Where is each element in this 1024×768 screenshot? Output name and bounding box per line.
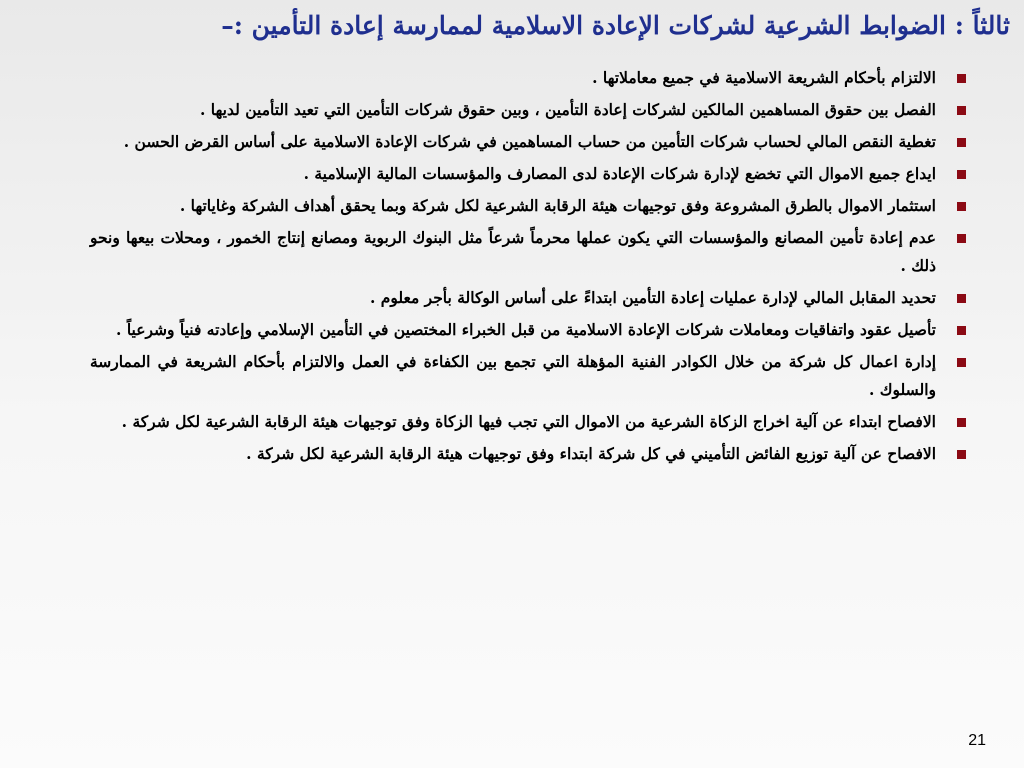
bullet-item xyxy=(90,284,936,312)
bullet-item xyxy=(90,348,936,404)
square-bullet-icon xyxy=(957,202,966,211)
bullet-list xyxy=(90,64,936,472)
slide-number: 21 xyxy=(968,732,986,749)
square-bullet-icon xyxy=(957,450,966,459)
bullet-text: تحديد المقابل المالي لإدارة عمليات إعادة التأمين ابتداءً على أساس الوكالة بأجر معلوم . xyxy=(369,288,936,307)
slide-title: ثالثاً : الضوابط الشرعية لشركات الإعادة الاسلامية لممارسة إعادة التأمين :– xyxy=(221,11,1010,40)
square-bullet-icon xyxy=(957,170,966,179)
bullet-item xyxy=(90,64,936,92)
square-bullet-icon xyxy=(957,418,966,427)
bullet-text: استثمار الاموال بالطرق المشروعة وفق توجيهات هيئة الرقابة الشرعية لكل شركة وبما يحقق أهداف الشركة وغاياتها . xyxy=(179,196,936,215)
bullet-item xyxy=(90,160,936,188)
square-bullet-icon xyxy=(957,234,966,243)
bullet-item xyxy=(90,316,936,344)
bullet-text: الالتزام بأحكام الشريعة الاسلامية في جميع معاملاتها . xyxy=(592,68,936,87)
bullet-text: إدارة اعمال كل شركة من خلال الكوادر الفنية المؤهلة التي تجمع بين الكفاءة في العمل والالتزام بأحكام الشريعة في الممارسة والسلوك . xyxy=(90,352,936,399)
square-bullet-icon xyxy=(957,326,966,335)
bullet-text: تغطية النقص المالي لحساب شركات التأمين من حساب المساهمين في شركات الإعادة الاسلامية على أساس القرض الحسن . xyxy=(123,132,936,151)
bullet-text: ايداع جميع الاموال التي تخضع لإدارة شركات الإعادة لدى المصارف والمؤسسات المالية الإسلامية . xyxy=(303,164,936,183)
square-bullet-icon xyxy=(957,358,966,367)
square-bullet-icon xyxy=(957,294,966,303)
square-bullet-icon xyxy=(957,74,966,83)
bullet-text: الفصل بين حقوق المساهمين المالكين لشركات إعادة التأمين ، وبين حقوق شركات التأمين التي تعيد التأمين لديها . xyxy=(199,100,936,119)
square-bullet-icon xyxy=(957,106,966,115)
bullet-text: عدم إعادة تأمين المصانع والمؤسسات التي يكون عملها محرماً شرعاً مثل البنوك الربوية ومصانع إنتاج الخمور ، ومحلات بيعها ونحو ذلك . xyxy=(90,228,936,275)
bullet-item xyxy=(90,96,936,124)
bullet-text: الافصاح عن آلية توزيع الفائض التأميني في كل شركة ابتداء وفق توجيهات هيئة الرقابة الشرعية لكل شركة . xyxy=(246,444,936,463)
bullet-item xyxy=(90,128,936,156)
bullet-item xyxy=(90,440,936,468)
bullet-text: تأصيل عقود واتفاقيات ومعاملات شركات الإعادة الاسلامية من قبل الخبراء المختصين في التأمين الإسلامي وإعادته فنياً وشرعياً . xyxy=(116,320,936,339)
square-bullet-icon xyxy=(957,138,966,147)
bullet-item xyxy=(90,408,936,436)
bullet-item xyxy=(90,192,936,220)
bullet-text: الافصاح ابتداء عن آلية اخراج الزكاة الشرعية من الاموال التي تجب فيها الزكاة وفق توجيهات هيئة الرقابة الشرعية لكل شركة . xyxy=(121,412,936,431)
bullet-item xyxy=(90,224,936,280)
